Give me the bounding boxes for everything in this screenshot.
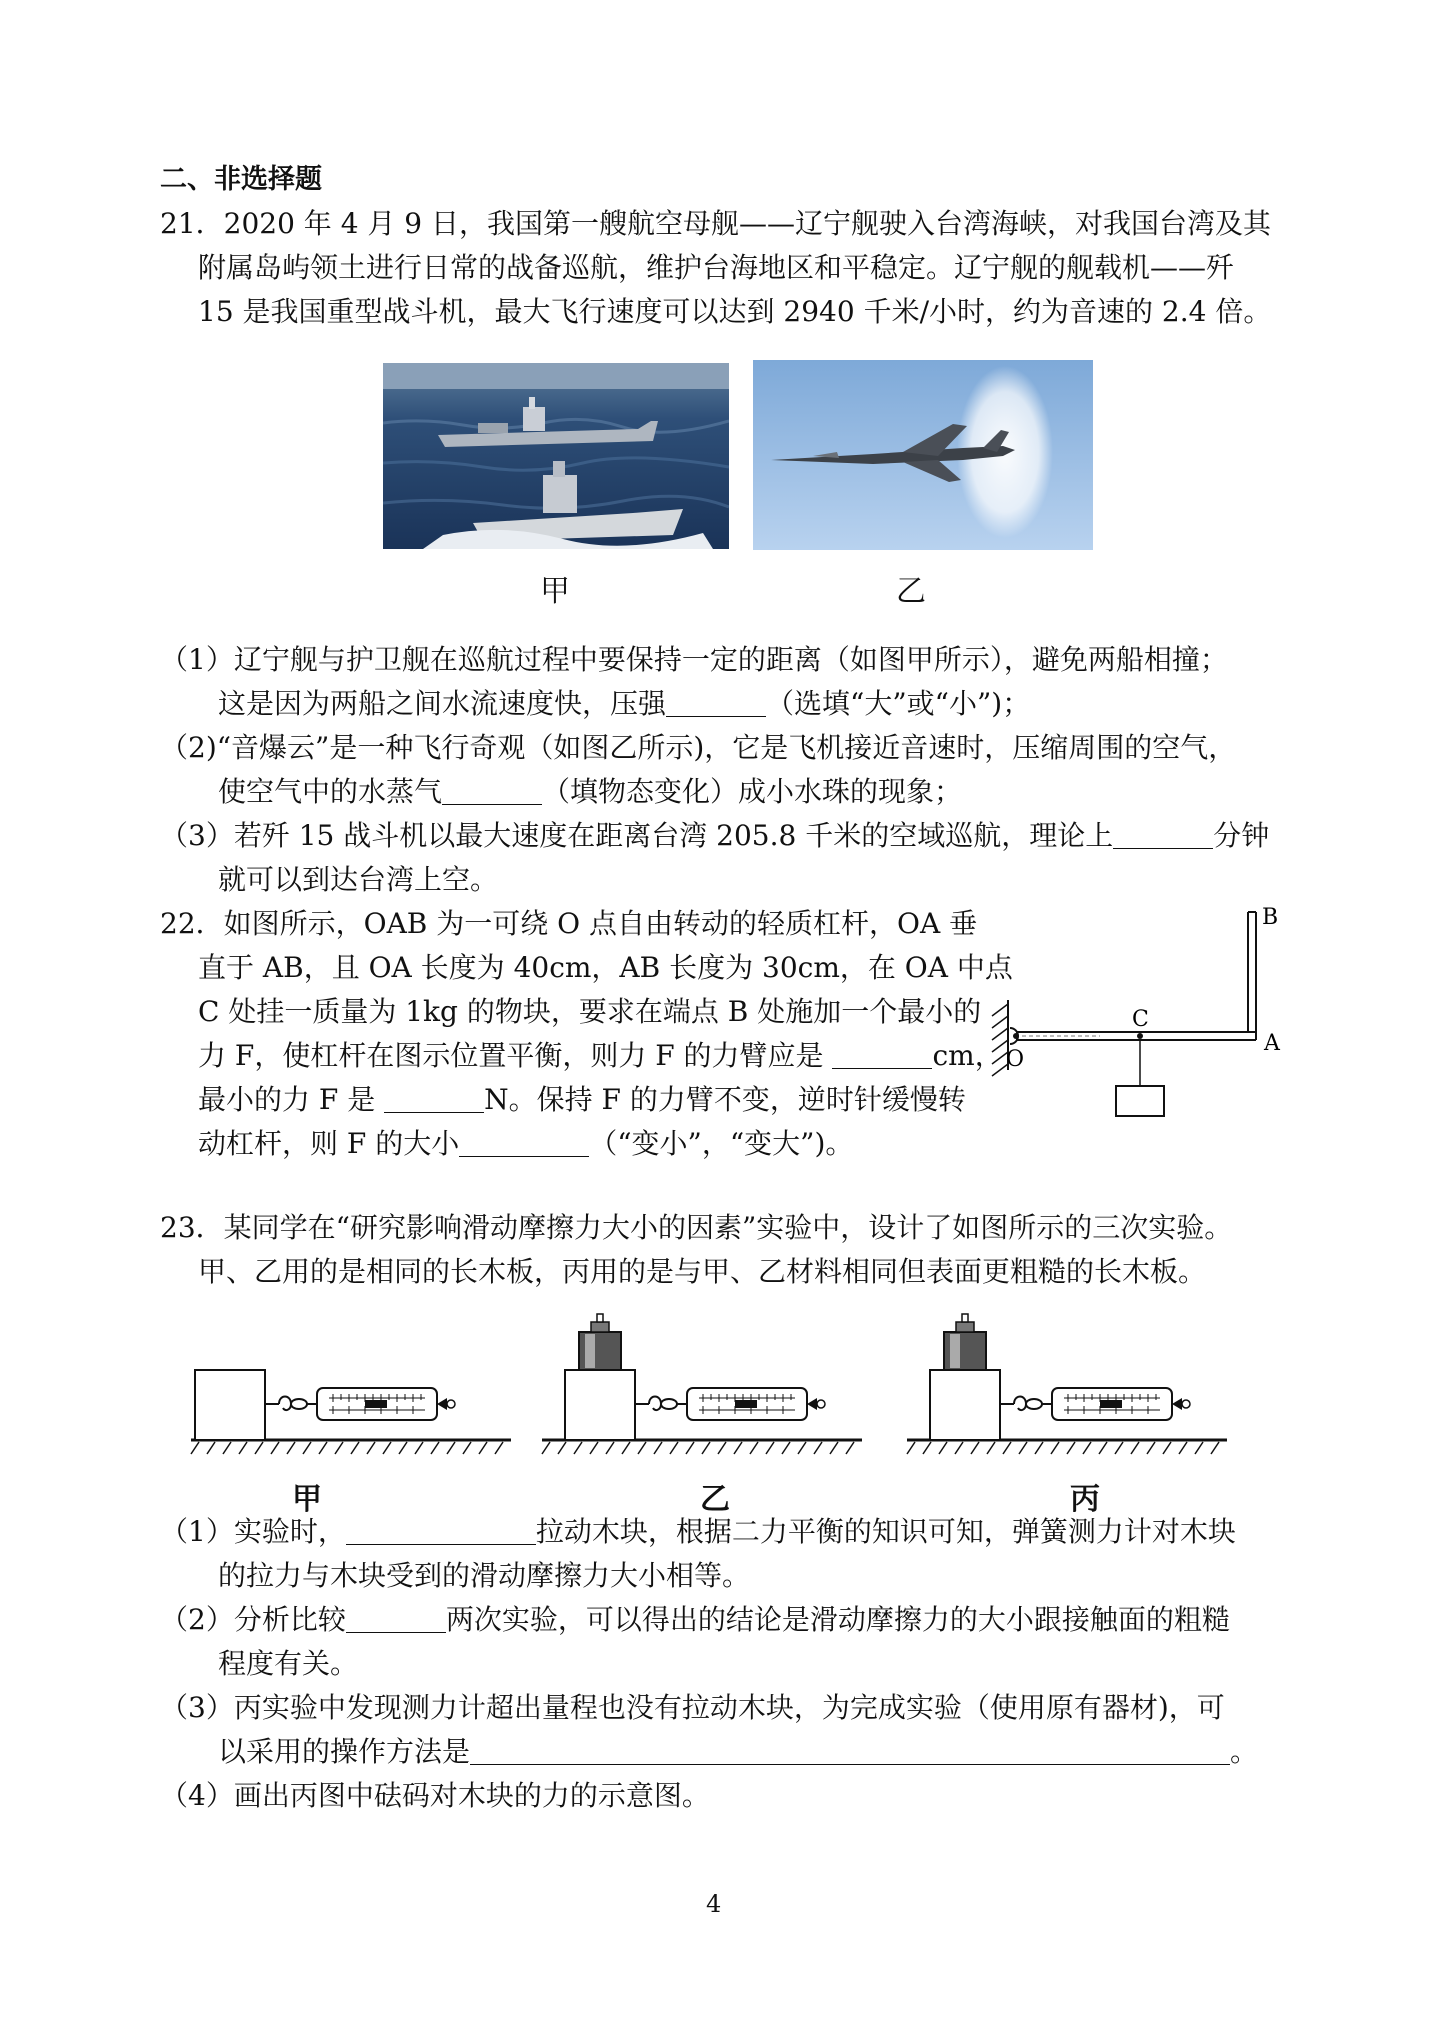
figure-caption-bing: 丙 [1070, 1482, 1100, 1517]
q22-force-answer-blank[interactable] [384, 1084, 484, 1113]
q23-part4: （4）画出丙图中砝码对木块的力的示意图。 [160, 1779, 710, 1812]
experiment-jia-figure [191, 1370, 511, 1454]
q21-part3-line-2: 就可以到达台湾上空。 [218, 863, 499, 896]
label-A: A [1264, 1031, 1280, 1056]
q21-part1-text-end: （选填“大”或“小”)； [766, 687, 1031, 720]
q21-part2-text-end: （填物态变化）成小水珠的现象； [542, 775, 963, 808]
q23-part2-text: （2）分析比较 [160, 1603, 346, 1636]
q21-part2-text: 使空气中的水蒸气 [218, 775, 443, 808]
q22-line-1: 22．如图所示，OAB 为一可绕 O 点自由转动的轻质杠杆，OA 垂 [160, 907, 978, 940]
q23-part3-text-end: 。 [1230, 1735, 1259, 1768]
q22-arm-answer-blank[interactable] [832, 1040, 932, 1069]
q21-part2-line-2 [218, 772, 962, 812]
q21-line-3: 15 是我国重型战斗机，最大飞行速度可以达到 2940 千米/小时，约为音速的 2.4 倍。 [198, 295, 1272, 328]
q23-part3-line-1: （3）丙实验中发现测力计超出量程也没有拉动木块，为完成实验（使用原有器材)，可 [160, 1691, 1225, 1724]
q23-line-1: 23．某同学在“研究影响滑动摩擦力大小的因素”实验中，设计了如图所示的三次实验。 [160, 1211, 1233, 1244]
q22-line-2: 直于 AB，且 OA 长度为 40cm，AB 长度为 30cm，在 OA 中点 [198, 951, 1013, 984]
q21-part1-answer-blank[interactable] [666, 688, 766, 717]
q21-line-1: 21．2020 年 4 月 9 日，我国第一艘航空母舰——辽宁舰驶入台湾海峡，对我国台湾及其 [160, 207, 1272, 240]
q23-part2-text-end: 两次实验，可以得出的结论是滑动摩擦力的大小跟接触面的粗糙 [445, 1603, 1230, 1636]
q23-part3-answer-blank[interactable] [470, 1736, 1230, 1765]
q23-part2-answer-blank[interactable] [346, 1604, 446, 1633]
q21-line-2: 附属岛屿领土进行日常的战备巡航，维护台海地区和平稳定。辽宁舰的舰载机——歼 [198, 251, 1235, 284]
q23-part1-line-2: 的拉力与木块受到的滑动摩擦力大小相等。 [218, 1559, 751, 1592]
figure-caption-yi: 乙 [700, 1482, 730, 1517]
q23-part3-line-2 [218, 1732, 1258, 1772]
q21-part2-answer-blank[interactable] [442, 776, 542, 805]
label-O: O [1006, 1047, 1025, 1072]
q22-line-5 [198, 1080, 966, 1120]
q21-part1-line-1: （1）辽宁舰与护卫舰在巡航过程中要保持一定的距离（如图甲所示），避免两船相撞； [160, 643, 1228, 676]
section-title: 二、非选择题 [160, 164, 322, 195]
q21-part2-line-1: （2)“音爆云”是一种飞行奇观（如图乙所示)，它是飞机接近音速时，压缩周围的空气， [160, 731, 1237, 764]
q22-line-5-text-end: N。保持 F 的力臂不变，逆时针缓慢转 [484, 1083, 966, 1116]
page-number: 4 [706, 1890, 722, 1918]
q23-part3-text: 以采用的操作方法是 [218, 1735, 471, 1768]
experiment-bing-figure [907, 1314, 1227, 1454]
q21-part3-text: （3）若歼 15 战斗机以最大速度在距离台湾 205.8 千米的空域巡航，理论上 [160, 819, 1114, 852]
q22-line-4 [198, 1036, 1003, 1076]
q22-change-answer-blank[interactable] [459, 1128, 589, 1157]
q22-line-3: C 处挂一质量为 1kg 的物块，要求在端点 B 处施加一个最小的 [198, 995, 982, 1028]
q22-line-5-text: 最小的力 F 是 [198, 1083, 376, 1116]
q21-part1-line-2 [218, 684, 1030, 724]
q23-part1-line-1 [160, 1512, 1236, 1552]
photo-caption-jia: 甲 [540, 574, 570, 609]
q23-line-2: 甲、乙用的是相同的长木板，丙用的是与甲、乙材料相同但表面更粗糙的长木板。 [198, 1255, 1207, 1288]
q23-part1-text: （1）实验时， [160, 1515, 346, 1548]
q22-line-6-text-end: （“变小”，“变大”)。 [589, 1127, 854, 1160]
q21-part3-text-end: 分钟 [1213, 819, 1270, 852]
q23-part1-text-end: 拉动木块，根据二力平衡的知识可知，弹簧测力计对木块 [535, 1515, 1236, 1548]
q23-part1-answer-blank[interactable] [346, 1516, 536, 1545]
experiment-yi-figure [542, 1314, 862, 1454]
label-C: C [1132, 1007, 1149, 1032]
photo-caption-yi: 乙 [896, 574, 926, 609]
q22-line-6-text: 动杠杆，则 F 的大小 [198, 1127, 460, 1160]
jet-sonic-boom-photo [753, 360, 1093, 550]
carrier-photo [383, 363, 729, 549]
q21-part1-text: 这是因为两船之间水流速度快，压强 [218, 687, 667, 720]
figure-caption-jia: 甲 [292, 1482, 322, 1517]
q21-part3-line-1 [160, 816, 1269, 856]
friction-experiment-figures [185, 1290, 1285, 1470]
lever-diagram [970, 900, 1300, 1140]
q23-part2-line-1 [160, 1600, 1230, 1640]
label-B: B [1262, 905, 1279, 930]
q22-line-4-text: 力 F，使杠杆在图示位置平衡，则力 F 的力臂应是 [198, 1039, 824, 1072]
q21-part3-answer-blank[interactable] [1113, 820, 1213, 849]
q22-line-6 [198, 1124, 853, 1164]
q23-part2-line-2: 程度有关。 [218, 1647, 359, 1680]
q22-line-4-unit: cm， [932, 1039, 1003, 1072]
